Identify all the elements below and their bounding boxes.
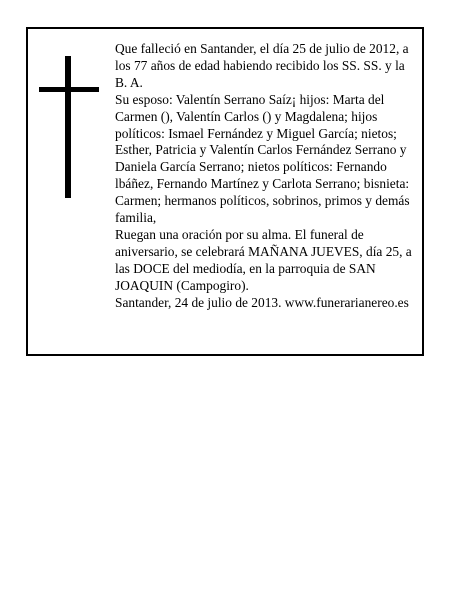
cross-icon	[39, 56, 99, 198]
obituary-line: Esther, Patricia y Valentín Carlos Fernández Serrano y	[115, 142, 407, 158]
obituary-notice-frame	[26, 27, 424, 356]
obituary-line: políticos: Ismael Fernández y Miguel García; nietos;	[115, 125, 397, 141]
obituary-line: lbáñez, Fernando Martínez y Carlota Serrano; bisnieta:	[115, 176, 410, 192]
obituary-line: Daniela García Serrano; nietos políticos: Fernando	[115, 159, 387, 175]
obituary-line: Carmen; hermanos políticos, sobrinos, primos y demás	[115, 193, 410, 209]
obituary-line: Carmen (), Valentín Carlos () y Magdalena; hijos	[115, 108, 378, 124]
obituary-text	[115, 41, 425, 312]
obituary-line: Santander, 24 de julio de 2013. www.funerarianereo.es	[115, 294, 409, 310]
obituary-line: JOAQUIN (Campogiro).	[115, 277, 249, 293]
obituary-line: B. A.	[115, 74, 143, 90]
obituary-line: familia,	[115, 210, 157, 226]
obituary-line: las DOCE del mediodía, en la parroquia de SAN	[115, 260, 376, 276]
obituary-line: Su esposo: Valentín Serrano Saíz¡ hijos: Marta del	[115, 91, 385, 107]
obituary-line: aniversario, se celebrará MAÑANA JUEVES, día 25, a	[115, 243, 412, 259]
cross-vertical-bar	[65, 56, 71, 198]
obituary-line: Ruegan una oración por su alma. El funeral de	[115, 226, 364, 242]
cross-horizontal-bar	[39, 87, 99, 92]
obituary-line: los 77 años de edad habiendo recibido los SS. SS. y la	[115, 57, 405, 73]
obituary-line: Que falleció en Santander, el día 25 de julio de 2012, a	[115, 41, 409, 56]
